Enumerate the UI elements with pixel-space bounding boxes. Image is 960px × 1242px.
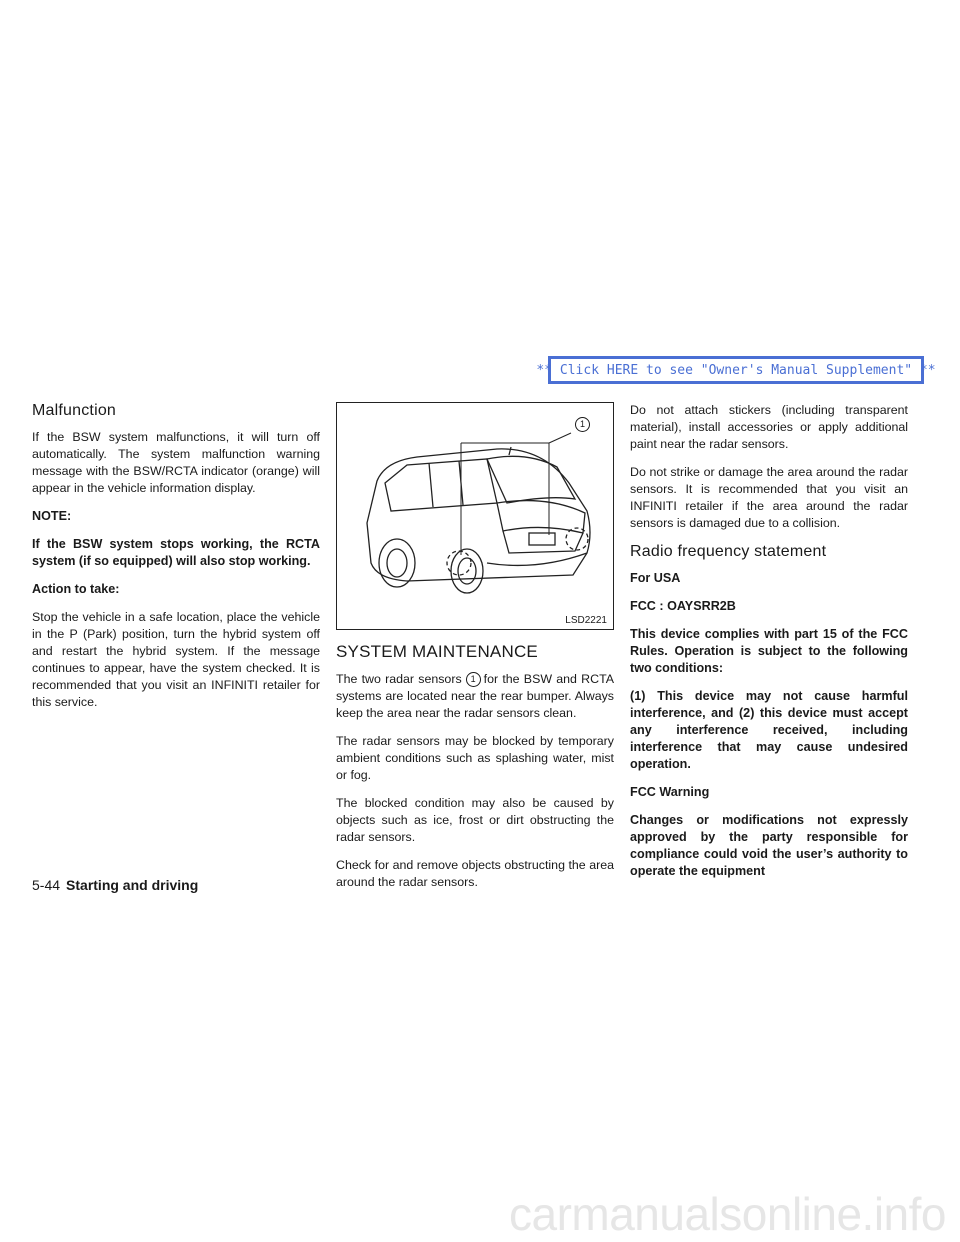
- radio-frequency-heading: Radio frequency statement: [630, 543, 827, 560]
- owners-manual-supplement-link[interactable]: ** Click HERE to see "Owner's Manual Supplement" **: [548, 356, 924, 384]
- figure-code: LSD2221: [565, 615, 607, 626]
- column-middle: [336, 402, 614, 902]
- strike-paragraph: Do not strike or damage the area around the radar sensors. It is recommended that you visit an INFINITI retailer if the area around the radar sensors is damaged due to a collision.: [630, 465, 908, 530]
- malfunction-paragraph: If the BSW system malfunctions, it will turn off automatically. The system malfunction warning message with the BSW/RCTA indicator (orange) will appear in the vehicle information display.: [32, 430, 320, 495]
- column-right: [630, 402, 908, 891]
- note-label: NOTE:: [32, 509, 72, 523]
- fcc-warning-text: Changes or modifications not expressly approved by the party responsible for compliance could void the user’s authority to operate the equipment: [630, 813, 908, 878]
- vehicle-rear-illustration: [336, 402, 614, 630]
- fcc-id: FCC : OAYSRR2B: [630, 599, 736, 613]
- blocked-objects-paragraph: The blocked condition may also be caused by objects such as ice, frost or dirt obstructing the radar sensors.: [336, 796, 614, 844]
- fcc-conditions: (1) This device may not cause harmful interference, and (2) this device must accept any interference received, including interference that may cause undesired operation.: [630, 689, 908, 771]
- section-title: Starting and driving: [66, 877, 199, 893]
- action-text: Stop the vehicle in a safe location, place the vehicle in the P (Park) position, turn the hybrid system off and restart the hybrid system. If the message continues to appear, have the system checked. It is recommended that you visit an INFINITI retailer for this service.: [32, 610, 320, 709]
- watermark: carmanualsonline.info: [509, 1188, 946, 1240]
- fcc-warning-label: FCC Warning: [630, 785, 710, 799]
- action-label: Action to take:: [32, 582, 120, 596]
- blocked-paragraph: The radar sensors may be blocked by temporary ambient conditions such as splashing water, mist or fog.: [336, 734, 614, 782]
- sensor-ref-number: 1: [466, 672, 481, 687]
- sensors-paragraph: The two radar sensors 1 for the BSW and RCTA systems are located near the rear bumper. Always keep the area near the radar sensors clean.: [336, 672, 614, 720]
- note-text: If the BSW system stops working, the RCTA system (if so equipped) will also stop working.: [32, 537, 320, 568]
- stickers-paragraph: Do not attach stickers (including transparent material), install accessories or apply additional paint near the radar sensors.: [630, 403, 908, 451]
- callout-number: 1: [575, 417, 590, 432]
- page-number: 5-44: [32, 877, 61, 893]
- page-footer: [32, 877, 198, 893]
- suv-rear-drawing: [337, 403, 613, 629]
- for-usa-label: For USA: [630, 571, 681, 585]
- malfunction-heading: Malfunction: [32, 402, 117, 419]
- column-left: [32, 402, 320, 722]
- remove-objects-paragraph: Check for and remove objects obstructing the area around the radar sensors.: [336, 858, 614, 889]
- fcc-compliance: This device complies with part 15 of the FCC Rules. Operation is subject to the following two conditions:: [630, 627, 908, 675]
- system-maintenance-heading: SYSTEM MAINTENANCE: [336, 642, 538, 661]
